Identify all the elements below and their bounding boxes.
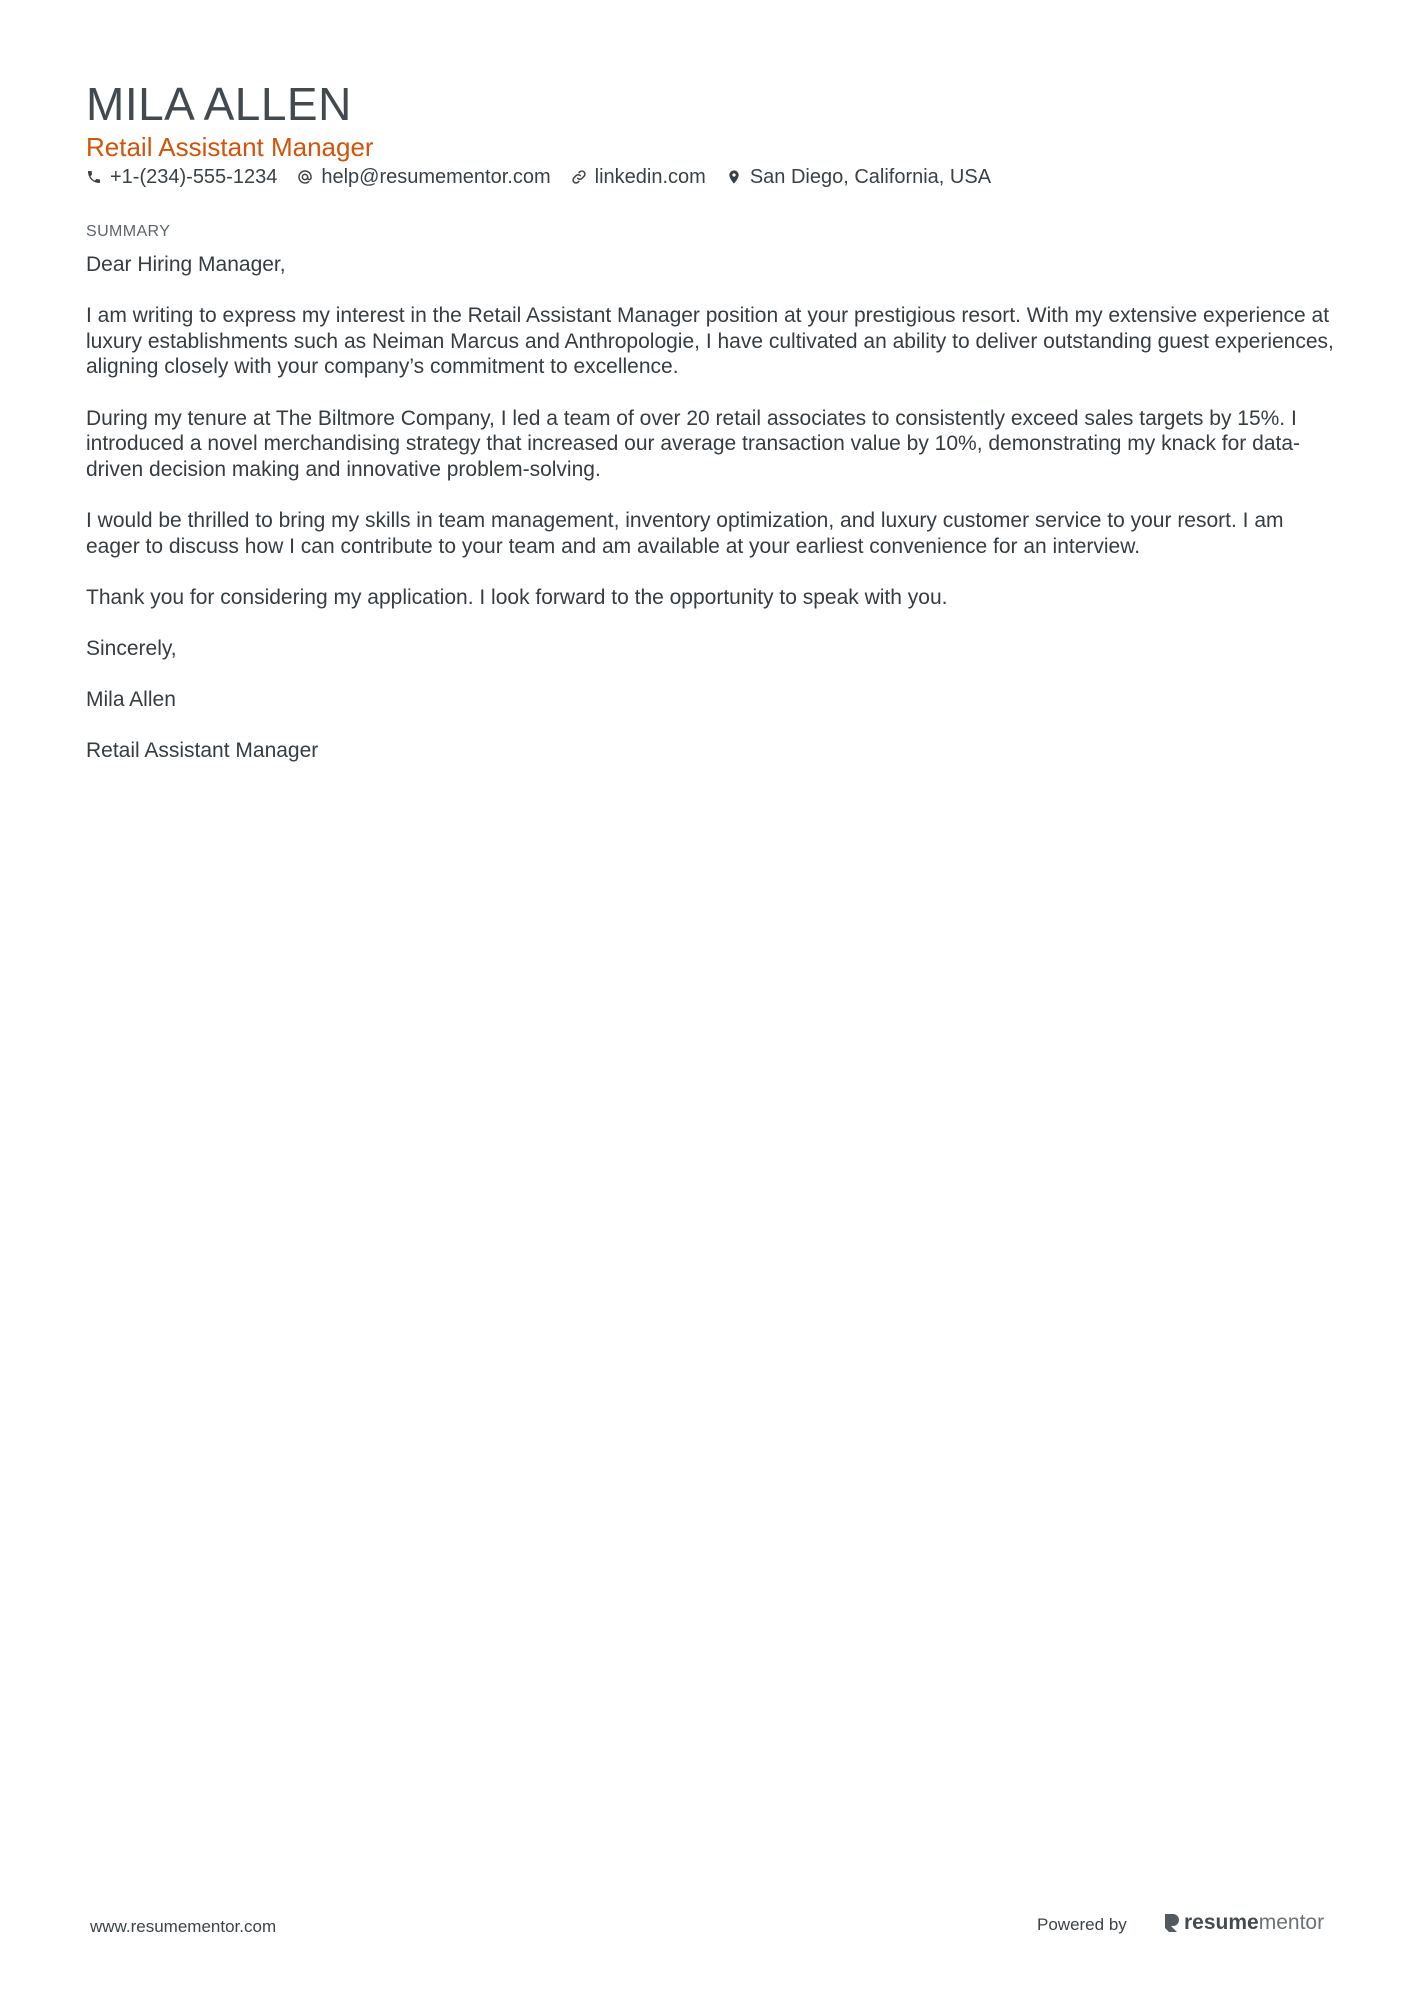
signature-name: Mila Allen	[86, 688, 176, 712]
candidate-name: MILA ALLEN	[86, 78, 352, 130]
paragraph-3: I would be thrilled to bring my skills in team management, inventory optimization, and luxury customer service to your resort. I am eager to discuss how I can contribute to your team and am available at your earliest convenience for an interview.	[86, 508, 1284, 558]
resumementor-logo-icon	[1163, 1912, 1181, 1934]
signature-title: Retail Assistant Manager	[86, 739, 319, 763]
closing: Sincerely,	[86, 636, 177, 660]
link-icon	[571, 169, 587, 185]
contact-row	[86, 162, 1011, 192]
linkedin-text: linkedin.com	[594, 166, 706, 188]
paragraph-1: I am writing to express my interest in the Retail Assistant Manager position at your prestigious resort. With my extensive experience at luxury establishments such as Neiman Marcus and Anthropologie, I have cultivated an ability to deliver outstanding guest experiences, aligning closely with your company’s commitment to excellence.	[86, 304, 1334, 379]
summary-heading: SUMMARY	[86, 223, 171, 240]
brand-bold-text: resume	[1184, 1911, 1259, 1934]
email-text: help@resumementor.com	[321, 166, 551, 188]
contact-linkedin	[571, 162, 706, 192]
phone-text: +1-(234)-555-1234	[110, 166, 278, 188]
paragraph-2: During my tenure at The Biltmore Company, I led a team of over 20 retail associates to consistently exceed sales targets by 15%. I introduced a novel merchandising strategy that increased our average transaction value by 10%, demonstrating my knack for data-driven decision making and innovative problem-solving.	[86, 406, 1301, 481]
phone-icon	[86, 169, 102, 185]
greeting: Dear Hiring Manager,	[86, 253, 286, 276]
brand-light-text: mentor	[1258, 1911, 1325, 1934]
contact-phone	[86, 162, 277, 192]
paragraph-4: Thank you for considering my application. I look forward to the opportunity to speak with you.	[86, 585, 948, 609]
letter-body	[86, 252, 1336, 789]
contact-location	[726, 162, 991, 192]
at-icon	[297, 169, 313, 185]
brand-logo[interactable]	[1163, 1908, 1324, 1938]
job-title: Retail Assistant Manager	[86, 132, 374, 162]
location-text: San Diego, California, USA	[749, 166, 992, 188]
powered-by-label: Powered by	[1037, 1915, 1127, 1934]
location-pin-icon	[726, 169, 742, 185]
contact-email	[297, 162, 550, 192]
footer-url[interactable]: www.resumementor.com	[90, 1917, 277, 1936]
